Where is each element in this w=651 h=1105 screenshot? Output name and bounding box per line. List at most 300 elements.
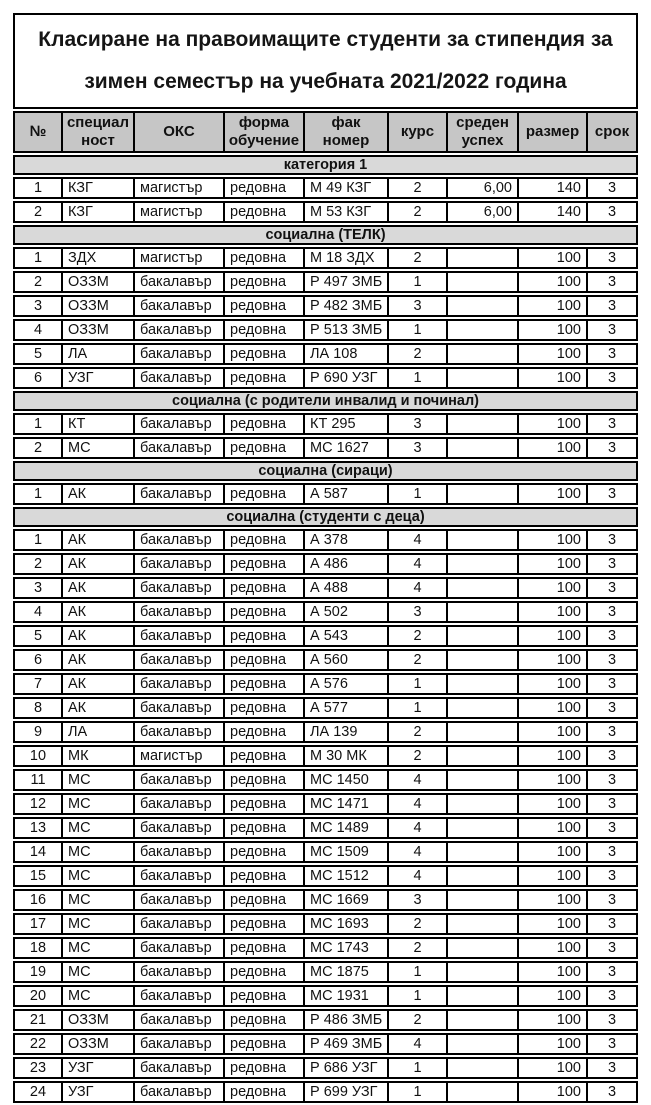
cell-form: редовна <box>223 413 303 435</box>
table-row <box>13 367 638 389</box>
cell-form: редовна <box>223 721 303 743</box>
cell-course: 1 <box>387 367 446 389</box>
cell-term: 3 <box>586 913 638 935</box>
table-row <box>13 649 638 671</box>
cell-course: 3 <box>387 601 446 623</box>
cell-specialty: ОЗЗМ <box>61 319 133 341</box>
cell-avg-success <box>446 1033 517 1055</box>
cell-amount: 100 <box>517 793 586 815</box>
cell-avg-success: 6,00 <box>446 201 517 223</box>
cell-num: 5 <box>13 625 61 647</box>
cell-degree: бакалавър <box>133 697 223 719</box>
cell-form: редовна <box>223 1057 303 1079</box>
cell-specialty: АК <box>61 601 133 623</box>
ranking-table <box>13 109 638 1105</box>
cell-specialty: КТ <box>61 413 133 435</box>
table-row <box>13 343 638 365</box>
section-header: категория 1 <box>13 155 638 175</box>
cell-fac-number: МС 1471 <box>303 793 387 815</box>
cell-fac-number: МС 1743 <box>303 937 387 959</box>
cell-amount: 100 <box>517 817 586 839</box>
table-row <box>13 577 638 599</box>
cell-fac-number: МС 1450 <box>303 769 387 791</box>
cell-form: редовна <box>223 319 303 341</box>
cell-num: 3 <box>13 295 61 317</box>
cell-num: 1 <box>13 177 61 199</box>
cell-amount: 100 <box>517 1081 586 1103</box>
header-row <box>13 111 638 153</box>
cell-specialty: КЗГ <box>61 177 133 199</box>
cell-specialty: МС <box>61 865 133 887</box>
section-row <box>13 507 638 527</box>
cell-term: 3 <box>586 1033 638 1055</box>
cell-form: редовна <box>223 913 303 935</box>
cell-degree: бакалавър <box>133 483 223 505</box>
col-header-specialty: специал ност <box>61 111 133 153</box>
cell-avg-success <box>446 865 517 887</box>
cell-term: 3 <box>586 367 638 389</box>
cell-course: 2 <box>387 247 446 269</box>
cell-fac-number: Р 699 УЗГ <box>303 1081 387 1103</box>
table-row <box>13 319 638 341</box>
table-row <box>13 793 638 815</box>
cell-degree: бакалавър <box>133 271 223 293</box>
cell-amount: 100 <box>517 625 586 647</box>
cell-term: 3 <box>586 483 638 505</box>
cell-term: 3 <box>586 961 638 983</box>
cell-specialty: УЗГ <box>61 1057 133 1079</box>
cell-term: 3 <box>586 889 638 911</box>
cell-term: 3 <box>586 1081 638 1103</box>
cell-term: 3 <box>586 841 638 863</box>
cell-course: 1 <box>387 697 446 719</box>
table-row <box>13 1057 638 1079</box>
table-row <box>13 247 638 269</box>
cell-fac-number: МС 1875 <box>303 961 387 983</box>
cell-amount: 100 <box>517 343 586 365</box>
cell-specialty: АК <box>61 649 133 671</box>
cell-course: 2 <box>387 913 446 935</box>
cell-avg-success <box>446 985 517 1007</box>
cell-form: редовна <box>223 865 303 887</box>
cell-fac-number: КТ 295 <box>303 413 387 435</box>
cell-amount: 100 <box>517 673 586 695</box>
cell-num: 3 <box>13 577 61 599</box>
cell-num: 4 <box>13 601 61 623</box>
cell-amount: 100 <box>517 889 586 911</box>
cell-avg-success <box>446 247 517 269</box>
cell-avg-success <box>446 961 517 983</box>
cell-term: 3 <box>586 865 638 887</box>
section-header: социална (студенти с деца) <box>13 507 638 527</box>
cell-degree: бакалавър <box>133 1009 223 1031</box>
cell-term: 3 <box>586 745 638 767</box>
cell-specialty: ОЗЗМ <box>61 1033 133 1055</box>
col-header-amount: размер <box>517 111 586 153</box>
cell-fac-number: А 543 <box>303 625 387 647</box>
cell-avg-success <box>446 367 517 389</box>
cell-form: редовна <box>223 961 303 983</box>
cell-num: 1 <box>13 529 61 551</box>
title-line-1: Класиране на правоимащите студенти за стипендия за <box>38 28 613 51</box>
cell-amount: 100 <box>517 697 586 719</box>
table-row <box>13 177 638 199</box>
cell-term: 3 <box>586 413 638 435</box>
cell-form: редовна <box>223 817 303 839</box>
cell-amount: 100 <box>517 577 586 599</box>
cell-course: 2 <box>387 625 446 647</box>
cell-num: 22 <box>13 1033 61 1055</box>
cell-degree: бакалавър <box>133 961 223 983</box>
table-header <box>13 111 638 153</box>
cell-avg-success <box>446 271 517 293</box>
table-row <box>13 841 638 863</box>
cell-specialty: АК <box>61 529 133 551</box>
cell-specialty: МК <box>61 745 133 767</box>
table-row <box>13 201 638 223</box>
cell-term: 3 <box>586 649 638 671</box>
cell-course: 2 <box>387 649 446 671</box>
cell-form: редовна <box>223 1081 303 1103</box>
cell-avg-success <box>446 889 517 911</box>
cell-course: 2 <box>387 745 446 767</box>
cell-amount: 100 <box>517 1057 586 1079</box>
cell-form: редовна <box>223 601 303 623</box>
cell-specialty: МС <box>61 437 133 459</box>
cell-avg-success <box>446 529 517 551</box>
cell-amount: 100 <box>517 1033 586 1055</box>
cell-term: 3 <box>586 937 638 959</box>
section-row <box>13 155 638 175</box>
cell-num: 9 <box>13 721 61 743</box>
cell-avg-success <box>446 625 517 647</box>
cell-term: 3 <box>586 625 638 647</box>
cell-fac-number: МС 1489 <box>303 817 387 839</box>
cell-num: 13 <box>13 817 61 839</box>
cell-course: 3 <box>387 889 446 911</box>
col-header-fac-number: фак номер <box>303 111 387 153</box>
cell-degree: бакалавър <box>133 937 223 959</box>
cell-degree: бакалавър <box>133 601 223 623</box>
cell-amount: 100 <box>517 1009 586 1031</box>
cell-form: редовна <box>223 625 303 647</box>
cell-avg-success <box>446 295 517 317</box>
cell-avg-success <box>446 793 517 815</box>
cell-specialty: АК <box>61 483 133 505</box>
cell-course: 3 <box>387 413 446 435</box>
cell-term: 3 <box>586 721 638 743</box>
cell-form: редовна <box>223 673 303 695</box>
cell-specialty: АК <box>61 577 133 599</box>
cell-amount: 100 <box>517 483 586 505</box>
cell-degree: бакалавър <box>133 529 223 551</box>
cell-fac-number: А 488 <box>303 577 387 599</box>
cell-form: редовна <box>223 201 303 223</box>
cell-course: 4 <box>387 553 446 575</box>
cell-course: 1 <box>387 985 446 1007</box>
table-row <box>13 889 638 911</box>
cell-form: редовна <box>223 437 303 459</box>
cell-degree: бакалавър <box>133 985 223 1007</box>
cell-specialty: МС <box>61 889 133 911</box>
cell-num: 1 <box>13 483 61 505</box>
cell-term: 3 <box>586 697 638 719</box>
table-row <box>13 745 638 767</box>
cell-num: 14 <box>13 841 61 863</box>
cell-specialty: МС <box>61 793 133 815</box>
section-header: социална (ТЕЛК) <box>13 225 638 245</box>
cell-term: 3 <box>586 319 638 341</box>
cell-num: 20 <box>13 985 61 1007</box>
cell-degree: бакалавър <box>133 865 223 887</box>
cell-num: 2 <box>13 437 61 459</box>
cell-term: 3 <box>586 793 638 815</box>
cell-degree: бакалавър <box>133 577 223 599</box>
cell-num: 11 <box>13 769 61 791</box>
cell-avg-success <box>446 649 517 671</box>
cell-specialty: УЗГ <box>61 1081 133 1103</box>
cell-amount: 100 <box>517 413 586 435</box>
cell-degree: бакалавър <box>133 343 223 365</box>
cell-form: редовна <box>223 793 303 815</box>
cell-term: 3 <box>586 817 638 839</box>
cell-form: редовна <box>223 483 303 505</box>
cell-degree: бакалавър <box>133 913 223 935</box>
table-row <box>13 961 638 983</box>
section-row <box>13 461 638 481</box>
cell-form: редовна <box>223 553 303 575</box>
col-header-form: форма обучение <box>223 111 303 153</box>
cell-avg-success <box>446 601 517 623</box>
cell-form: редовна <box>223 649 303 671</box>
cell-course: 1 <box>387 1081 446 1103</box>
cell-fac-number: МС 1931 <box>303 985 387 1007</box>
cell-fac-number: М 53 КЗГ <box>303 201 387 223</box>
cell-form: редовна <box>223 529 303 551</box>
cell-specialty: МС <box>61 841 133 863</box>
cell-course: 2 <box>387 201 446 223</box>
cell-degree: бакалавър <box>133 1081 223 1103</box>
cell-fac-number: А 587 <box>303 483 387 505</box>
cell-course: 1 <box>387 271 446 293</box>
cell-amount: 100 <box>517 721 586 743</box>
col-header-degree: ОКС <box>133 111 223 153</box>
cell-degree: бакалавър <box>133 1033 223 1055</box>
cell-course: 1 <box>387 961 446 983</box>
table-row <box>13 271 638 293</box>
cell-avg-success <box>446 1057 517 1079</box>
cell-fac-number: А 576 <box>303 673 387 695</box>
cell-amount: 100 <box>517 271 586 293</box>
cell-form: редовна <box>223 697 303 719</box>
cell-term: 3 <box>586 177 638 199</box>
col-header-avg-success: среден успех <box>446 111 517 153</box>
table-row <box>13 769 638 791</box>
cell-amount: 100 <box>517 769 586 791</box>
cell-form: редовна <box>223 271 303 293</box>
cell-course: 4 <box>387 841 446 863</box>
cell-form: редовна <box>223 745 303 767</box>
cell-degree: магистър <box>133 745 223 767</box>
cell-fac-number: Р 486 ЗМБ <box>303 1009 387 1031</box>
table-row <box>13 413 638 435</box>
col-header-num: № <box>13 111 61 153</box>
cell-avg-success <box>446 745 517 767</box>
cell-amount: 100 <box>517 841 586 863</box>
table-row <box>13 295 638 317</box>
cell-amount: 100 <box>517 937 586 959</box>
cell-course: 2 <box>387 343 446 365</box>
cell-specialty: ЗДХ <box>61 247 133 269</box>
cell-avg-success <box>446 697 517 719</box>
cell-course: 1 <box>387 319 446 341</box>
cell-form: редовна <box>223 177 303 199</box>
table-row <box>13 937 638 959</box>
cell-fac-number: МС 1693 <box>303 913 387 935</box>
cell-amount: 100 <box>517 553 586 575</box>
cell-degree: бакалавър <box>133 841 223 863</box>
cell-course: 2 <box>387 937 446 959</box>
cell-specialty: МС <box>61 985 133 1007</box>
table-body <box>13 155 638 1103</box>
cell-degree: бакалавър <box>133 1057 223 1079</box>
cell-course: 4 <box>387 769 446 791</box>
cell-num: 7 <box>13 673 61 695</box>
cell-amount: 100 <box>517 745 586 767</box>
document-title <box>13 13 638 109</box>
cell-fac-number: МС 1509 <box>303 841 387 863</box>
cell-avg-success <box>446 437 517 459</box>
cell-num: 19 <box>13 961 61 983</box>
table-row <box>13 553 638 575</box>
cell-avg-success <box>446 553 517 575</box>
cell-num: 2 <box>13 201 61 223</box>
table-row <box>13 697 638 719</box>
cell-avg-success <box>446 817 517 839</box>
cell-degree: бакалавър <box>133 673 223 695</box>
cell-amount: 100 <box>517 529 586 551</box>
cell-term: 3 <box>586 577 638 599</box>
cell-avg-success <box>446 483 517 505</box>
cell-specialty: АК <box>61 697 133 719</box>
cell-specialty: МС <box>61 913 133 935</box>
cell-specialty: ЛА <box>61 721 133 743</box>
cell-course: 4 <box>387 529 446 551</box>
cell-form: редовна <box>223 577 303 599</box>
cell-degree: бакалавър <box>133 553 223 575</box>
cell-num: 5 <box>13 343 61 365</box>
cell-amount: 140 <box>517 201 586 223</box>
cell-fac-number: МС 1512 <box>303 865 387 887</box>
cell-term: 3 <box>586 1009 638 1031</box>
cell-course: 4 <box>387 793 446 815</box>
cell-fac-number: Р 497 ЗМБ <box>303 271 387 293</box>
cell-num: 6 <box>13 649 61 671</box>
cell-course: 3 <box>387 437 446 459</box>
cell-term: 3 <box>586 1057 638 1079</box>
cell-form: редовна <box>223 247 303 269</box>
cell-num: 6 <box>13 367 61 389</box>
cell-course: 2 <box>387 1009 446 1031</box>
cell-num: 23 <box>13 1057 61 1079</box>
table-row <box>13 817 638 839</box>
cell-form: редовна <box>223 841 303 863</box>
cell-course: 4 <box>387 865 446 887</box>
cell-num: 2 <box>13 553 61 575</box>
cell-num: 10 <box>13 745 61 767</box>
cell-specialty: АК <box>61 625 133 647</box>
cell-avg-success <box>446 913 517 935</box>
cell-form: редовна <box>223 1033 303 1055</box>
cell-fac-number: ЛА 108 <box>303 343 387 365</box>
cell-fac-number: МС 1627 <box>303 437 387 459</box>
cell-fac-number: Р 469 ЗМБ <box>303 1033 387 1055</box>
cell-avg-success <box>446 319 517 341</box>
cell-form: редовна <box>223 985 303 1007</box>
cell-degree: бакалавър <box>133 413 223 435</box>
cell-fac-number: М 49 КЗГ <box>303 177 387 199</box>
cell-avg-success <box>446 673 517 695</box>
cell-fac-number: А 378 <box>303 529 387 551</box>
cell-course: 2 <box>387 177 446 199</box>
cell-term: 3 <box>586 553 638 575</box>
cell-form: редовна <box>223 889 303 911</box>
cell-term: 3 <box>586 343 638 365</box>
cell-form: редовна <box>223 769 303 791</box>
cell-course: 1 <box>387 483 446 505</box>
cell-avg-success <box>446 721 517 743</box>
cell-num: 8 <box>13 697 61 719</box>
cell-form: редовна <box>223 367 303 389</box>
cell-avg-success <box>446 937 517 959</box>
cell-avg-success <box>446 841 517 863</box>
cell-degree: бакалавър <box>133 319 223 341</box>
cell-fac-number: Р 482 ЗМБ <box>303 295 387 317</box>
cell-amount: 100 <box>517 961 586 983</box>
cell-fac-number: Р 690 УЗГ <box>303 367 387 389</box>
cell-amount: 100 <box>517 865 586 887</box>
cell-course: 4 <box>387 1033 446 1055</box>
cell-form: редовна <box>223 1009 303 1031</box>
cell-degree: бакалавър <box>133 295 223 317</box>
cell-degree: магистър <box>133 201 223 223</box>
cell-specialty: КЗГ <box>61 201 133 223</box>
cell-course: 2 <box>387 721 446 743</box>
cell-num: 12 <box>13 793 61 815</box>
section-header: социална (с родители инвалид и починал) <box>13 391 638 411</box>
cell-avg-success <box>446 343 517 365</box>
cell-amount: 100 <box>517 649 586 671</box>
cell-amount: 100 <box>517 601 586 623</box>
cell-num: 18 <box>13 937 61 959</box>
cell-fac-number: М 30 МК <box>303 745 387 767</box>
cell-course: 4 <box>387 577 446 599</box>
section-row <box>13 225 638 245</box>
table-row <box>13 1009 638 1031</box>
cell-fac-number: Р 686 УЗГ <box>303 1057 387 1079</box>
cell-fac-number: А 560 <box>303 649 387 671</box>
cell-degree: бакалавър <box>133 793 223 815</box>
table-row <box>13 673 638 695</box>
cell-degree: бакалавър <box>133 367 223 389</box>
cell-amount: 100 <box>517 985 586 1007</box>
cell-amount: 100 <box>517 319 586 341</box>
cell-fac-number: Р 513 ЗМБ <box>303 319 387 341</box>
cell-form: редовна <box>223 343 303 365</box>
table-row <box>13 865 638 887</box>
table-row <box>13 1081 638 1103</box>
scholarship-ranking-document <box>13 13 638 1105</box>
